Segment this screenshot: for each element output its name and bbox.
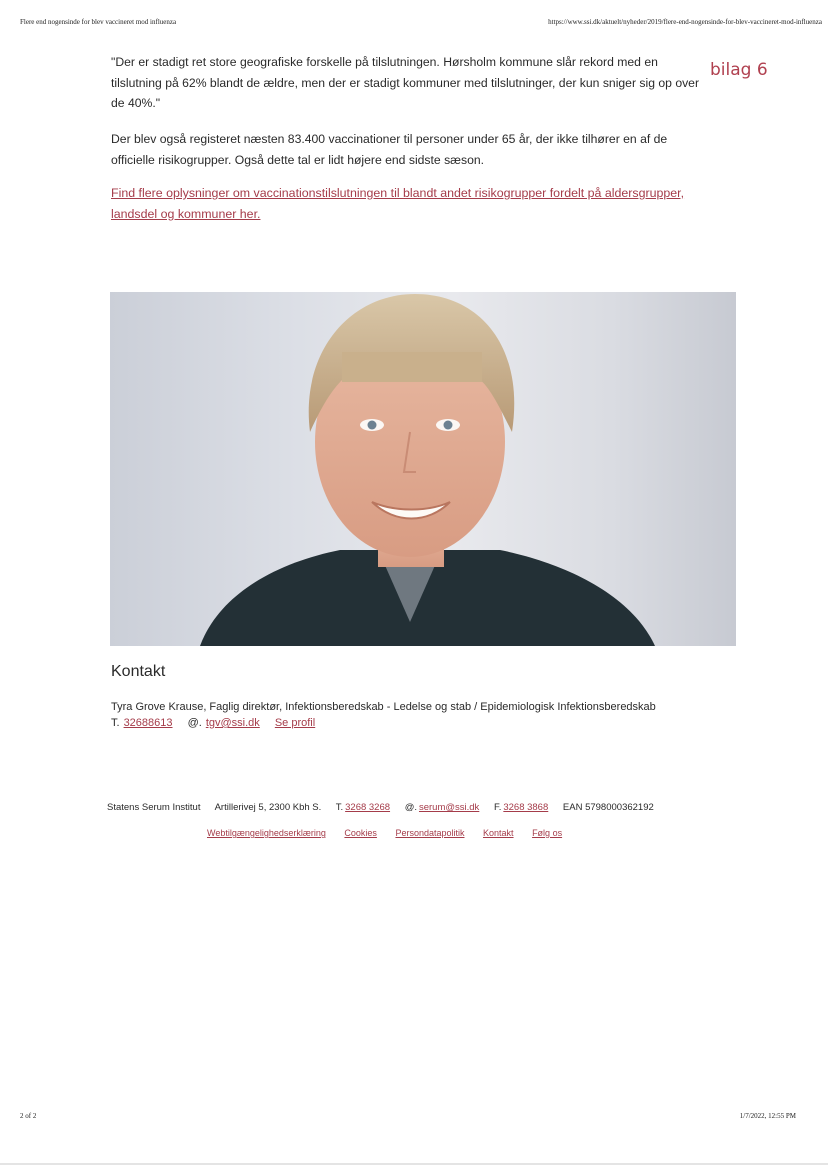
contact-profile-link[interactable]: Se profil [274,717,316,729]
print-header-title: Flere end nogensinde for blev vaccineret mod influenza [20,18,177,26]
print-header-url: https://www.ssi.dk/aktuelt/nyheder/2019/flere-end-nogensinde-for-blev-vaccineret-mod-influenza [548,18,822,26]
footer-ean: EAN 5798000362192 [562,802,654,813]
footer-fax-link[interactable]: 3268 3868 [503,802,549,813]
footer-org: Statens Serum Institut [107,802,201,813]
bilag-stamp: bilag 6 [710,60,768,80]
footer-address: Artillerivej 5, 2300 Kbh S. [214,802,322,813]
article-paragraph-2: Der blev også registeret næsten 83.400 vaccinationer til personer under 65 år, der ikke tilhører en af de officielle risikogrupper. Også dette tal er lidt højere end sidste sæson. [111,132,668,167]
footer-links [207,828,578,838]
contact-email-link[interactable]: tgv@ssi.dk [205,717,260,729]
footer-link-accessibility[interactable]: Webtilgængelighedserklæring [207,828,326,838]
page-bottom-rule [0,1163,828,1165]
contact-phone-link[interactable]: 32688613 [123,717,173,729]
footer-email-prefix: @. [404,802,417,813]
contact-phone-prefix: T. [111,717,120,729]
article-paragraph-1: "Der er stadigt ret store geografiske forskelle på tilslutningen. Hørsholm kommune slår rekord med en tilslutning på 62% blandt de ældre, men der er stadigt kommuner med tilslutninger, der kun sniger sig op over de 40%." [111,55,700,110]
footer-phone-link[interactable]: 3268 3268 [345,802,391,813]
footer-link-contact[interactable]: Kontakt [483,828,514,838]
footer-fax-prefix: F. [493,802,502,813]
print-page-number: 2 of 2 [20,1112,37,1120]
portrait-illustration [110,292,736,646]
footer-link-privacy[interactable]: Persondatapolitik [395,828,465,838]
site-footer [107,802,666,813]
print-datetime: 1/7/2022, 12:55 PM [739,1112,796,1120]
contact-heading: Kontakt [111,663,166,680]
contact-person: Tyra Grove Krause, Faglig direktør, Infektionsberedskab - Ledelse og stab / Epidemiologisk Infektionsberedskab [111,701,656,713]
footer-phone-prefix: T. [335,802,344,813]
contact-details [111,717,327,729]
footer-link-cookies[interactable]: Cookies [344,828,377,838]
footer-link-follow[interactable]: Følg os [532,828,563,838]
portrait-photo [110,292,736,646]
contact-email-prefix: @. [187,717,202,729]
footer-email-link[interactable]: serum@ssi.dk [418,802,480,813]
vaccination-data-link[interactable]: Find flere oplysninger om vaccinationstilslutningen til blandt andet risikogrupper fordelt på aldersgrupper, landsdel og kommuner her. [111,186,685,221]
